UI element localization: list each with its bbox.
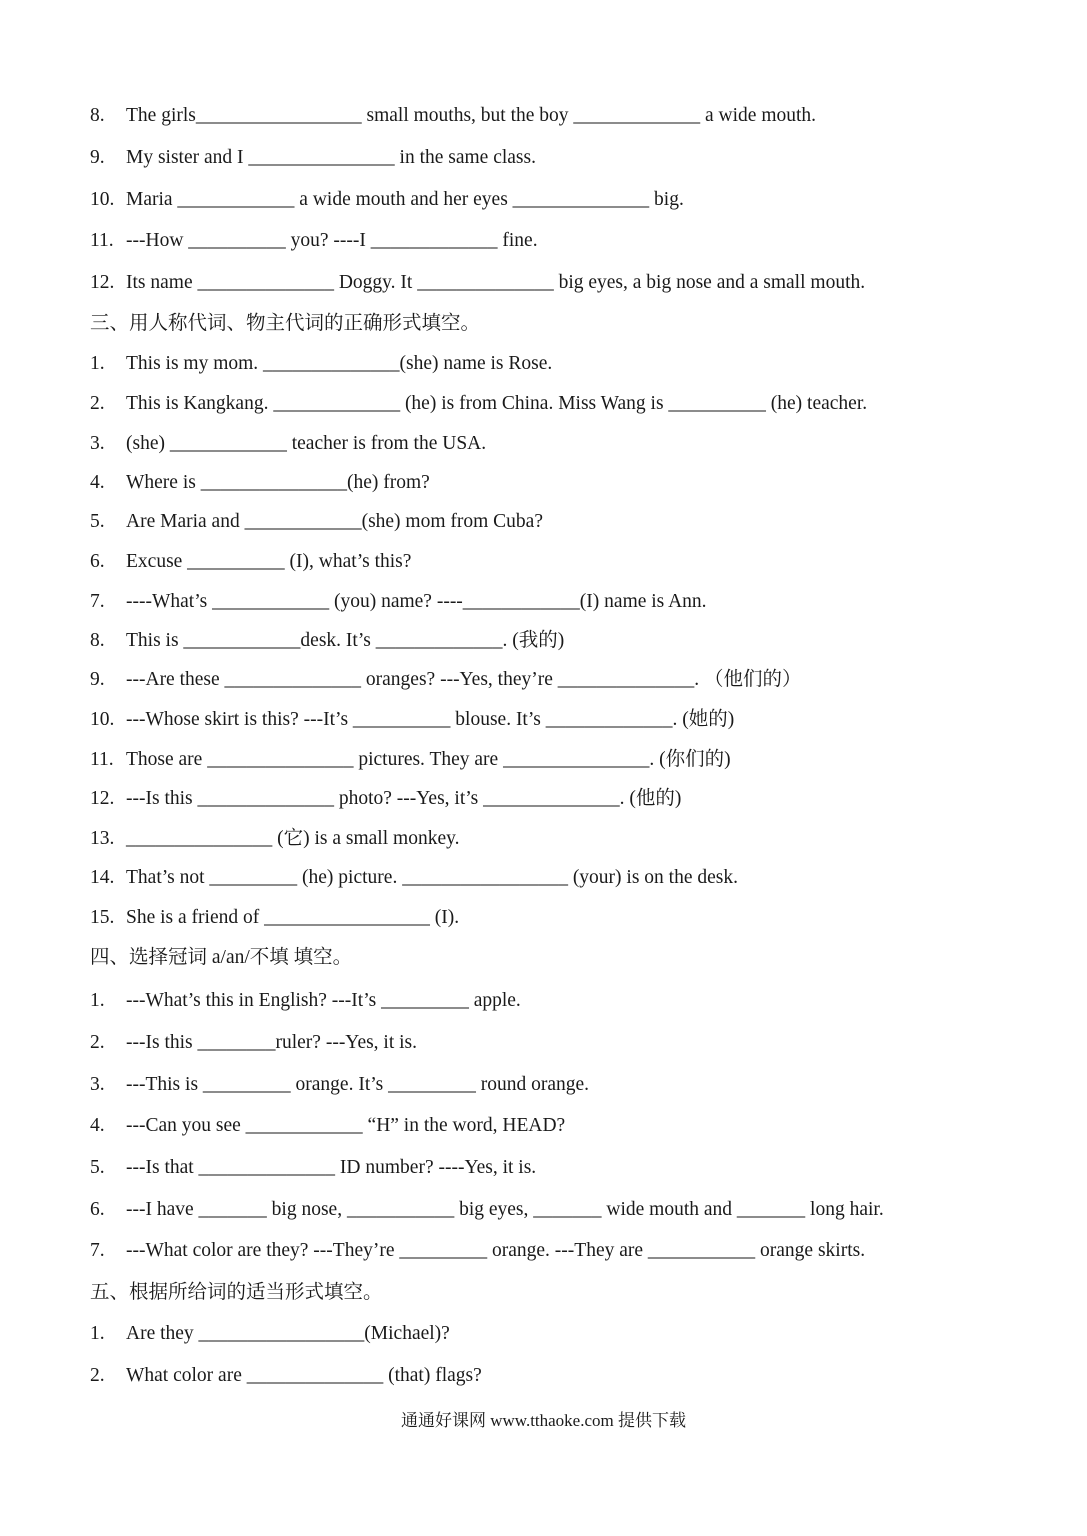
item-number: 9. bbox=[90, 147, 105, 168]
section-heading: 五、根据所给词的适当形式填空。 bbox=[90, 1282, 383, 1303]
item-text: ----What’s ____________ (you) name? ----____________(I) name is Ann. bbox=[126, 591, 707, 612]
item-text: (she) ____________ teacher is from the USA. bbox=[126, 433, 487, 454]
item-number: 12. bbox=[90, 272, 115, 293]
exercise-item bbox=[90, 787, 1047, 811]
item-number: 4. bbox=[90, 472, 105, 493]
item-number: 1. bbox=[90, 1323, 105, 1344]
exercise-item bbox=[90, 510, 1047, 534]
item-number: 11. bbox=[90, 230, 114, 251]
exercise-item bbox=[90, 1031, 1047, 1055]
item-number: 5. bbox=[90, 511, 105, 532]
exercise-item bbox=[90, 392, 1047, 416]
item-number: 8. bbox=[90, 630, 105, 651]
exercise-item bbox=[90, 1156, 1047, 1180]
item-number: 7. bbox=[90, 1240, 105, 1261]
item-number: 10. bbox=[90, 189, 115, 210]
item-text: Those are _______________ pictures. They are _______________. (你们的) bbox=[126, 749, 731, 770]
section-heading: 四、选择冠词 a/an/不填 填空。 bbox=[90, 947, 353, 968]
exercise-item bbox=[90, 1198, 1047, 1222]
item-number: 13. bbox=[90, 828, 115, 849]
item-text: That’s not _________ (he) picture. _________________ (your) is on the desk. bbox=[126, 867, 738, 888]
exercise-item bbox=[90, 1073, 1047, 1097]
item-text: My sister and I _______________ in the same class. bbox=[126, 147, 536, 168]
exercise-item bbox=[90, 471, 1047, 495]
item-text: This is my mom. ______________(she) name is Rose. bbox=[126, 353, 553, 374]
item-text: Are they _________________(Michael)? bbox=[126, 1323, 450, 1344]
exercise-item bbox=[90, 1239, 1047, 1263]
item-number: 11. bbox=[90, 749, 114, 770]
item-number: 1. bbox=[90, 353, 105, 374]
item-text: _______________ (它) is a small monkey. bbox=[126, 828, 460, 849]
item-text: This is ____________desk. It’s _____________. (我的) bbox=[126, 630, 565, 651]
item-number: 10. bbox=[90, 709, 115, 730]
page-footer: 通通好课网 www.tthaoke.com 提供下载 bbox=[400, 1411, 687, 1430]
item-text: ---Is this ______________ photo? ---Yes, it’s ______________. (他的) bbox=[126, 788, 682, 809]
item-number: 2. bbox=[90, 393, 105, 414]
item-text: Its name ______________ Doggy. It ______________ big eyes, a big nose and a small mouth. bbox=[126, 272, 866, 293]
item-text: Excuse __________ (I), what’s this? bbox=[126, 551, 412, 572]
item-text: This is Kangkang. _____________ (he) is from China. Miss Wang is __________ (he) teacher. bbox=[126, 393, 868, 414]
item-text: Where is _______________(he) from? bbox=[126, 472, 430, 493]
item-number: 1. bbox=[90, 990, 105, 1011]
item-text: Are Maria and ____________(she) mom from Cuba? bbox=[126, 511, 543, 532]
exercise-item bbox=[90, 629, 1047, 653]
item-number: 5. bbox=[90, 1157, 105, 1178]
item-number: 6. bbox=[90, 1199, 105, 1220]
item-text: ---Is this ________ruler? ---Yes, it is. bbox=[126, 1032, 418, 1053]
item-number: 2. bbox=[90, 1032, 105, 1053]
item-text: She is a friend of _________________ (I). bbox=[126, 907, 460, 928]
exercise-item bbox=[90, 906, 1047, 930]
item-number: 9. bbox=[90, 669, 105, 690]
exercise-item bbox=[90, 866, 1047, 890]
item-number: 3. bbox=[90, 433, 105, 454]
section-heading: 三、用人称代词、物主代词的正确形式填空。 bbox=[90, 313, 481, 334]
item-number: 4. bbox=[90, 1115, 105, 1136]
item-text: Maria ____________ a wide mouth and her eyes ______________ big. bbox=[126, 189, 684, 210]
item-text: The girls_________________ small mouths, but the boy _____________ a wide mouth. bbox=[126, 105, 817, 126]
item-text: ---Whose skirt is this? ---It’s __________ blouse. It’s _____________. (她的) bbox=[126, 709, 735, 730]
exercise-item bbox=[90, 1364, 1047, 1388]
item-text: ---I have _______ big nose, ___________ big eyes, _______ wide mouth and _______ long hair. bbox=[126, 1199, 884, 1220]
exercise-item bbox=[90, 1322, 1047, 1346]
item-number: 14. bbox=[90, 867, 115, 888]
exercise-item bbox=[90, 104, 1047, 128]
exercise-item bbox=[90, 668, 1047, 692]
item-text: ---Is that ______________ ID number? ----Yes, it is. bbox=[126, 1157, 537, 1178]
item-text: ---What’s this in English? ---It’s _________ apple. bbox=[126, 990, 521, 1011]
exercise-item bbox=[90, 708, 1047, 732]
exercise-item bbox=[90, 432, 1047, 456]
item-text: ---Can you see ____________ “H” in the word, HEAD? bbox=[126, 1115, 566, 1136]
exercise-item bbox=[90, 188, 1047, 212]
exercise-item bbox=[90, 748, 1047, 772]
item-number: 3. bbox=[90, 1074, 105, 1095]
item-number: 12. bbox=[90, 788, 115, 809]
exercise-item bbox=[90, 827, 1047, 851]
exercise-item bbox=[90, 271, 1047, 295]
exercise-item bbox=[90, 352, 1047, 376]
item-text: ---This is _________ orange. It’s _________ round orange. bbox=[126, 1074, 590, 1095]
exercise-item bbox=[90, 1114, 1047, 1138]
item-text: ---Are these ______________ oranges? ---Yes, they’re ______________. （他们的） bbox=[126, 669, 802, 690]
exercise-item bbox=[90, 550, 1047, 574]
exercise-item bbox=[90, 590, 1047, 614]
exercise-item bbox=[90, 146, 1047, 170]
item-text: What color are ______________ (that) flags? bbox=[126, 1365, 482, 1386]
exercise-item bbox=[90, 229, 1047, 253]
item-text: ---What color are they? ---They’re _________ orange. ---They are ___________ orange skirts. bbox=[126, 1240, 866, 1261]
item-text: ---How __________ you? ----I _____________ fine. bbox=[126, 230, 538, 251]
item-number: 2. bbox=[90, 1365, 105, 1386]
item-number: 7. bbox=[90, 591, 105, 612]
exercise-item bbox=[90, 989, 1047, 1013]
item-number: 6. bbox=[90, 551, 105, 572]
item-number: 15. bbox=[90, 907, 115, 928]
item-number: 8. bbox=[90, 105, 105, 126]
